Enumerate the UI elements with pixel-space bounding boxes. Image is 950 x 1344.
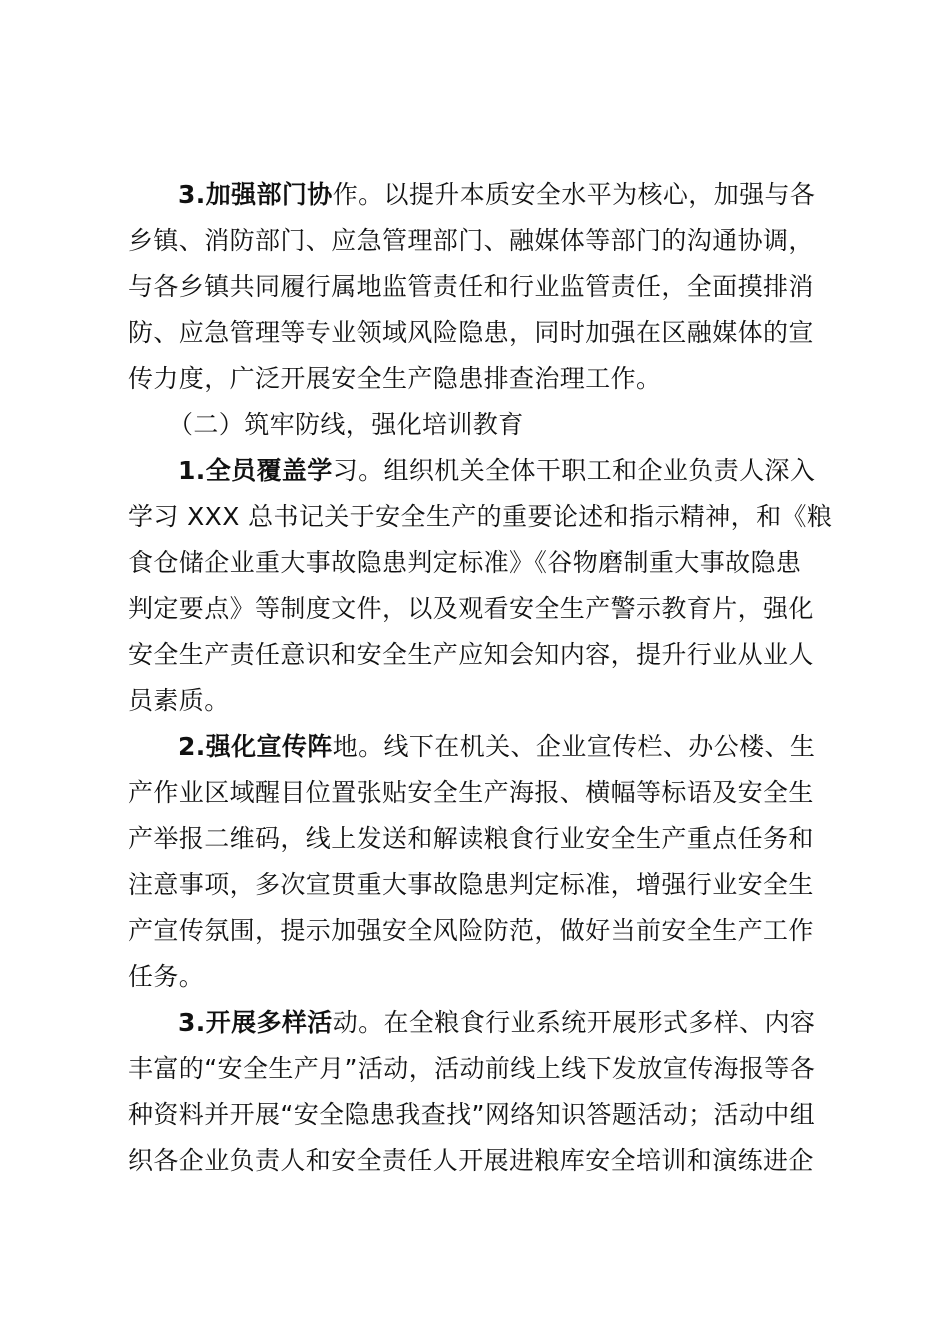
paragraph-line: 判定要点》等制度文件，以及观看安全生产警示教育片，强化 — [128, 594, 814, 623]
paragraph-lead: 3.开展多样活 — [178, 1008, 333, 1037]
paragraph-lead: 3.加强部门协 — [178, 180, 333, 209]
line-text: 习。组织机关全体干职工和企业负责人深入 — [332, 456, 816, 485]
paragraph-line — [128, 448, 828, 494]
paragraph-line: 防、应急管理等专业领域风险隐患，同时加强在区融媒体的宣 — [128, 318, 814, 347]
line-text: 地。线下在机关、企业宣传栏、办公楼、生 — [332, 732, 816, 761]
paragraph-strengthen-publicity — [128, 724, 828, 1000]
paragraph-line: 乡镇、消防部门、应急管理部门、融媒体等部门的沟通协调， — [128, 226, 814, 255]
paragraph-line: 食仓储企业重大事故隐患判定标准》《谷物磨制重大事故隐患 — [128, 548, 802, 577]
paragraph-strengthen-department-cooperation — [128, 172, 828, 402]
paragraph-line: 任务。 — [128, 962, 205, 991]
line-text: 作。以提升本质安全水平为核心，加强与各 — [332, 180, 816, 209]
paragraph-lead: 2.强化宣传阵 — [178, 732, 333, 761]
paragraph-line: 产作业区域醒目位置张贴安全生产海报、横幅等标语及安全生 — [128, 778, 814, 807]
line-text: 动。在全粮食行业系统开展形式多样、内容 — [332, 1008, 816, 1037]
paragraph-line: 产宣传氛围，提示加强安全风险防范，做好当前安全生产工作 — [128, 916, 814, 945]
section-heading: （二）筑牢防线，强化培训教育 — [168, 410, 524, 439]
paragraph-line: 产举报二维码，线上发送和解读粮食行业安全生产重点任务和 — [128, 824, 814, 853]
paragraph-line: 丰富的“安全生产月”活动，活动前线上线下发放宣传海报等各 — [128, 1054, 816, 1083]
paragraph-line: 种资料并开展“安全隐患我查找”网络知识答题活动；活动中组 — [128, 1100, 816, 1129]
paragraph-line — [128, 1000, 828, 1046]
paragraph-lead: 1.全员覆盖学 — [178, 456, 333, 485]
paragraph-line — [128, 724, 828, 770]
paragraph-line: 安全生产责任意识和安全生产应知会知内容，提升行业从业人 — [128, 640, 814, 669]
paragraph-line: 传力度，广泛开展安全生产隐患排查治理工作。 — [128, 364, 662, 393]
document-body — [128, 172, 833, 1184]
paragraph-line: 注意事项，多次宣贯重大事故隐患判定标准，增强行业安全生 — [128, 870, 814, 899]
paragraph-line: 织各企业负责人和安全责任人开展进粮库安全培训和演练进企 — [128, 1146, 814, 1175]
paragraph-line — [128, 172, 828, 218]
paragraph-line: 学习 XXX 总书记关于安全生产的重要论述和指示精神，和《粮 — [128, 502, 833, 531]
paragraph-line: 与各乡镇共同履行属地监管责任和行业监管责任，全面摸排消 — [128, 272, 814, 301]
paragraph-line: 员素质。 — [128, 686, 230, 715]
paragraph-diverse-activities — [128, 1000, 828, 1184]
paragraph-full-coverage-learning — [128, 448, 833, 724]
